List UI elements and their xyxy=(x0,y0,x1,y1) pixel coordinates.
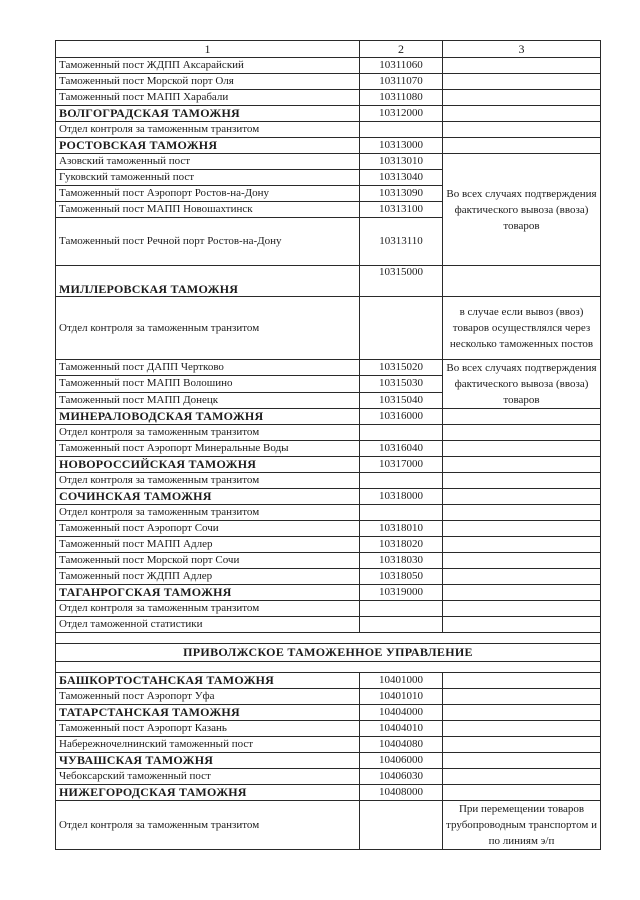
table-row-customs-office xyxy=(56,753,601,769)
row-note xyxy=(443,90,601,106)
row-note: Во всех случаях подтверждения фактического вывоза (ввоза) товаров xyxy=(443,360,601,409)
table-row xyxy=(56,74,601,90)
row-code xyxy=(360,505,443,521)
row-name: ТАГАНРОГСКАЯ ТАМОЖНЯ xyxy=(56,585,360,601)
row-name: Таможенный пост ЖДПП Аксарайский xyxy=(56,58,360,74)
row-note xyxy=(443,122,601,138)
row-code: 10408000 xyxy=(360,785,443,801)
row-code xyxy=(360,425,443,441)
row-note xyxy=(443,266,601,297)
row-name: Отдел контроля за таможенным транзитом xyxy=(56,425,360,441)
row-note xyxy=(443,489,601,505)
table-row xyxy=(56,601,601,617)
row-code: 10401010 xyxy=(360,689,443,705)
table-row xyxy=(56,360,601,376)
row-code: 10312000 xyxy=(360,106,443,122)
row-name: Таможенный пост Аэропорт Ростов-на-Дону xyxy=(56,186,360,202)
row-code: 10318010 xyxy=(360,521,443,537)
row-note xyxy=(443,585,601,601)
row-note: Во всех случаях подтверждения фактического вывоза (ввоза) товаров xyxy=(443,154,601,266)
row-note xyxy=(443,689,601,705)
row-code: 10313110 xyxy=(360,218,443,266)
spacer-cell xyxy=(56,633,601,644)
document-page xyxy=(55,40,600,850)
row-name: Таможенный пост Аэропорт Минеральные Воды xyxy=(56,441,360,457)
table-row xyxy=(56,537,601,553)
row-note xyxy=(443,673,601,689)
row-code: 10404000 xyxy=(360,705,443,721)
table-row xyxy=(56,569,601,585)
row-code: 10313000 xyxy=(360,138,443,154)
row-name: Таможенный пост ЖДПП Адлер xyxy=(56,569,360,585)
row-note xyxy=(443,553,601,569)
row-code: 10318030 xyxy=(360,553,443,569)
row-code: 10315040 xyxy=(360,392,443,408)
row-note xyxy=(443,106,601,122)
row-note xyxy=(443,521,601,537)
row-name: Набережночелнинский таможенный пост xyxy=(56,737,360,753)
row-name: Отдел контроля за таможенным транзитом xyxy=(56,505,360,521)
table-row-customs-office xyxy=(56,673,601,689)
row-code: 10313040 xyxy=(360,170,443,186)
region-title: ПРИВОЛЖСКОЕ ТАМОЖЕННОЕ УПРАВЛЕНИЕ xyxy=(56,644,601,662)
row-code: 10316040 xyxy=(360,441,443,457)
table-row xyxy=(56,521,601,537)
table-row xyxy=(56,769,601,785)
row-name: ЧУВАШСКАЯ ТАМОЖНЯ xyxy=(56,753,360,769)
row-name: НОВОРОССИЙСКАЯ ТАМОЖНЯ xyxy=(56,457,360,473)
table-row xyxy=(56,617,601,633)
table-row-customs-office xyxy=(56,785,601,801)
row-name: Таможенный пост Аэропорт Уфа xyxy=(56,689,360,705)
table-row xyxy=(56,425,601,441)
row-name: Отдел контроля за таможенным транзитом xyxy=(56,801,360,850)
row-name: Таможенный пост МАПП Донецк xyxy=(56,392,360,408)
table-row xyxy=(56,737,601,753)
row-note xyxy=(443,721,601,737)
row-code: 10318020 xyxy=(360,537,443,553)
row-note xyxy=(443,457,601,473)
row-code: 10318050 xyxy=(360,569,443,585)
row-note xyxy=(443,601,601,617)
table-row xyxy=(56,122,601,138)
table-row-customs-office xyxy=(56,266,601,297)
table-row xyxy=(56,721,601,737)
row-code: 10313090 xyxy=(360,186,443,202)
table-header-row xyxy=(56,41,601,58)
table-row-spacer xyxy=(56,662,601,673)
row-note xyxy=(443,753,601,769)
row-name: Таможенный пост ДАПП Чертково xyxy=(56,360,360,376)
row-name: БАШКОРТОСТАНСКАЯ ТАМОЖНЯ xyxy=(56,673,360,689)
row-code: 10319000 xyxy=(360,585,443,601)
row-name: Таможенный пост Морской порт Сочи xyxy=(56,553,360,569)
customs-posts-table xyxy=(55,40,601,850)
table-row-customs-office xyxy=(56,409,601,425)
row-code: 10311060 xyxy=(360,58,443,74)
row-code: 10313010 xyxy=(360,154,443,170)
row-name: Отдел контроля за таможенным транзитом xyxy=(56,122,360,138)
row-note xyxy=(443,737,601,753)
table-row xyxy=(56,553,601,569)
row-code: 10315000 xyxy=(360,266,443,297)
row-note xyxy=(443,705,601,721)
row-name: ВОЛГОГРАДСКАЯ ТАМОЖНЯ xyxy=(56,106,360,122)
header-col-1: 1 xyxy=(56,41,360,58)
row-note xyxy=(443,769,601,785)
row-note xyxy=(443,505,601,521)
row-code: 10406000 xyxy=(360,753,443,769)
row-name: Отдел контроля за таможенным транзитом xyxy=(56,473,360,489)
table-row-region xyxy=(56,644,601,662)
row-name: МИЛЛЕРОВСКАЯ ТАМОЖНЯ xyxy=(56,266,360,297)
row-note xyxy=(443,569,601,585)
row-code xyxy=(360,297,443,360)
row-code: 10311080 xyxy=(360,90,443,106)
row-code: 10311070 xyxy=(360,74,443,90)
table-row xyxy=(56,58,601,74)
row-name: МИНЕРАЛОВОДСКАЯ ТАМОЖНЯ xyxy=(56,409,360,425)
row-name: РОСТОВСКАЯ ТАМОЖНЯ xyxy=(56,138,360,154)
row-name: Таможенный пост Речной порт Ростов-на-Дону xyxy=(56,218,360,266)
row-note xyxy=(443,785,601,801)
row-code: 10406030 xyxy=(360,769,443,785)
row-name: Азовский таможенный пост xyxy=(56,154,360,170)
row-code: 10317000 xyxy=(360,457,443,473)
row-code: 10316000 xyxy=(360,409,443,425)
table-row xyxy=(56,689,601,705)
table-row-customs-office xyxy=(56,138,601,154)
row-note xyxy=(443,138,601,154)
row-note: в случае если вывоз (ввоз) товаров осуществлялся через несколько таможенных постов xyxy=(443,297,601,360)
row-code: 10313100 xyxy=(360,202,443,218)
row-code xyxy=(360,601,443,617)
row-code xyxy=(360,473,443,489)
row-code: 10404010 xyxy=(360,721,443,737)
row-code xyxy=(360,122,443,138)
row-code: 10318000 xyxy=(360,489,443,505)
row-name: НИЖЕГОРОДСКАЯ ТАМОЖНЯ xyxy=(56,785,360,801)
table-row-customs-office xyxy=(56,489,601,505)
row-note xyxy=(443,409,601,425)
row-note xyxy=(443,74,601,90)
row-name: Таможенный пост Аэропорт Казань xyxy=(56,721,360,737)
table-row-customs-office xyxy=(56,585,601,601)
row-code: 10315030 xyxy=(360,376,443,392)
table-row-customs-office xyxy=(56,705,601,721)
row-code: 10404080 xyxy=(360,737,443,753)
table-row xyxy=(56,473,601,489)
row-code xyxy=(360,617,443,633)
table-row-customs-office xyxy=(56,457,601,473)
row-name: Таможенный пост МАПП Волошино xyxy=(56,376,360,392)
row-name: Таможенный пост МАПП Адлер xyxy=(56,537,360,553)
row-name: Таможенный пост МАПП Новошахтинск xyxy=(56,202,360,218)
row-code: 10315020 xyxy=(360,360,443,376)
row-note xyxy=(443,617,601,633)
row-note: При перемещении товаров трубопроводным транспортом и по линиям э/п xyxy=(443,801,601,850)
row-note xyxy=(443,473,601,489)
row-name: Гуковский таможенный пост xyxy=(56,170,360,186)
table-row xyxy=(56,297,601,360)
row-note xyxy=(443,441,601,457)
row-code xyxy=(360,801,443,850)
table-row xyxy=(56,801,601,850)
table-row-spacer xyxy=(56,633,601,644)
spacer-cell xyxy=(56,662,601,673)
row-note xyxy=(443,58,601,74)
table-row xyxy=(56,90,601,106)
row-name: Отдел таможенной статистики xyxy=(56,617,360,633)
table-row xyxy=(56,505,601,521)
row-name: Отдел контроля за таможенным транзитом xyxy=(56,297,360,360)
header-col-2: 2 xyxy=(360,41,443,58)
header-col-3: 3 xyxy=(443,41,601,58)
table-row xyxy=(56,154,601,170)
row-name: Таможенный пост Аэропорт Сочи xyxy=(56,521,360,537)
row-note xyxy=(443,425,601,441)
row-name: Чебоксарский таможенный пост xyxy=(56,769,360,785)
row-name: Отдел контроля за таможенным транзитом xyxy=(56,601,360,617)
row-note xyxy=(443,537,601,553)
table-row-customs-office xyxy=(56,106,601,122)
table-row xyxy=(56,441,601,457)
row-name: ТАТАРСТАНСКАЯ ТАМОЖНЯ xyxy=(56,705,360,721)
row-name: Таможенный пост Морской порт Оля xyxy=(56,74,360,90)
row-name: СОЧИНСКАЯ ТАМОЖНЯ xyxy=(56,489,360,505)
row-name: Таможенный пост МАПП Харабали xyxy=(56,90,360,106)
row-code: 10401000 xyxy=(360,673,443,689)
